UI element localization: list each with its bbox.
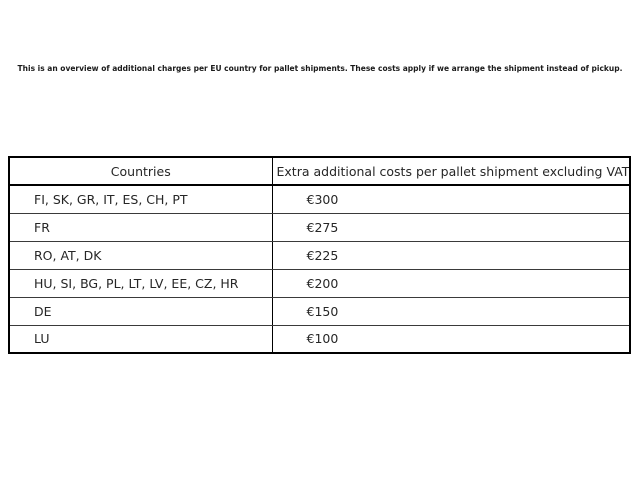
charges-table <box>8 156 631 354</box>
table-row <box>9 325 630 353</box>
table-row <box>9 185 630 213</box>
cell-cost: €150 <box>272 297 630 325</box>
cell-cost: €300 <box>272 185 630 213</box>
page-description: This is an overview of additional charges per EU country for pallet shipments. These costs apply if we arrange the shipment instead of pickup. <box>17 64 623 73</box>
column-header-cost: Extra additional costs per pallet shipment excluding VAT <box>272 157 630 185</box>
cell-countries: RO, AT, DK <box>9 241 272 269</box>
column-header-countries: Countries <box>9 157 272 185</box>
cell-countries: DE <box>9 297 272 325</box>
cell-countries: FR <box>9 213 272 241</box>
cell-cost: €200 <box>272 269 630 297</box>
cell-cost: €275 <box>272 213 630 241</box>
table-header-row <box>9 157 630 185</box>
cell-cost: €100 <box>272 325 630 353</box>
table-body <box>9 185 630 353</box>
table-row <box>9 241 630 269</box>
table-row <box>9 297 630 325</box>
table-row <box>9 269 630 297</box>
cell-countries: FI, SK, GR, IT, ES, CH, PT <box>9 185 272 213</box>
table-row <box>9 213 630 241</box>
cell-cost: €225 <box>272 241 630 269</box>
cell-countries: HU, SI, BG, PL, LT, LV, EE, CZ, HR <box>9 269 272 297</box>
cell-countries: LU <box>9 325 272 353</box>
